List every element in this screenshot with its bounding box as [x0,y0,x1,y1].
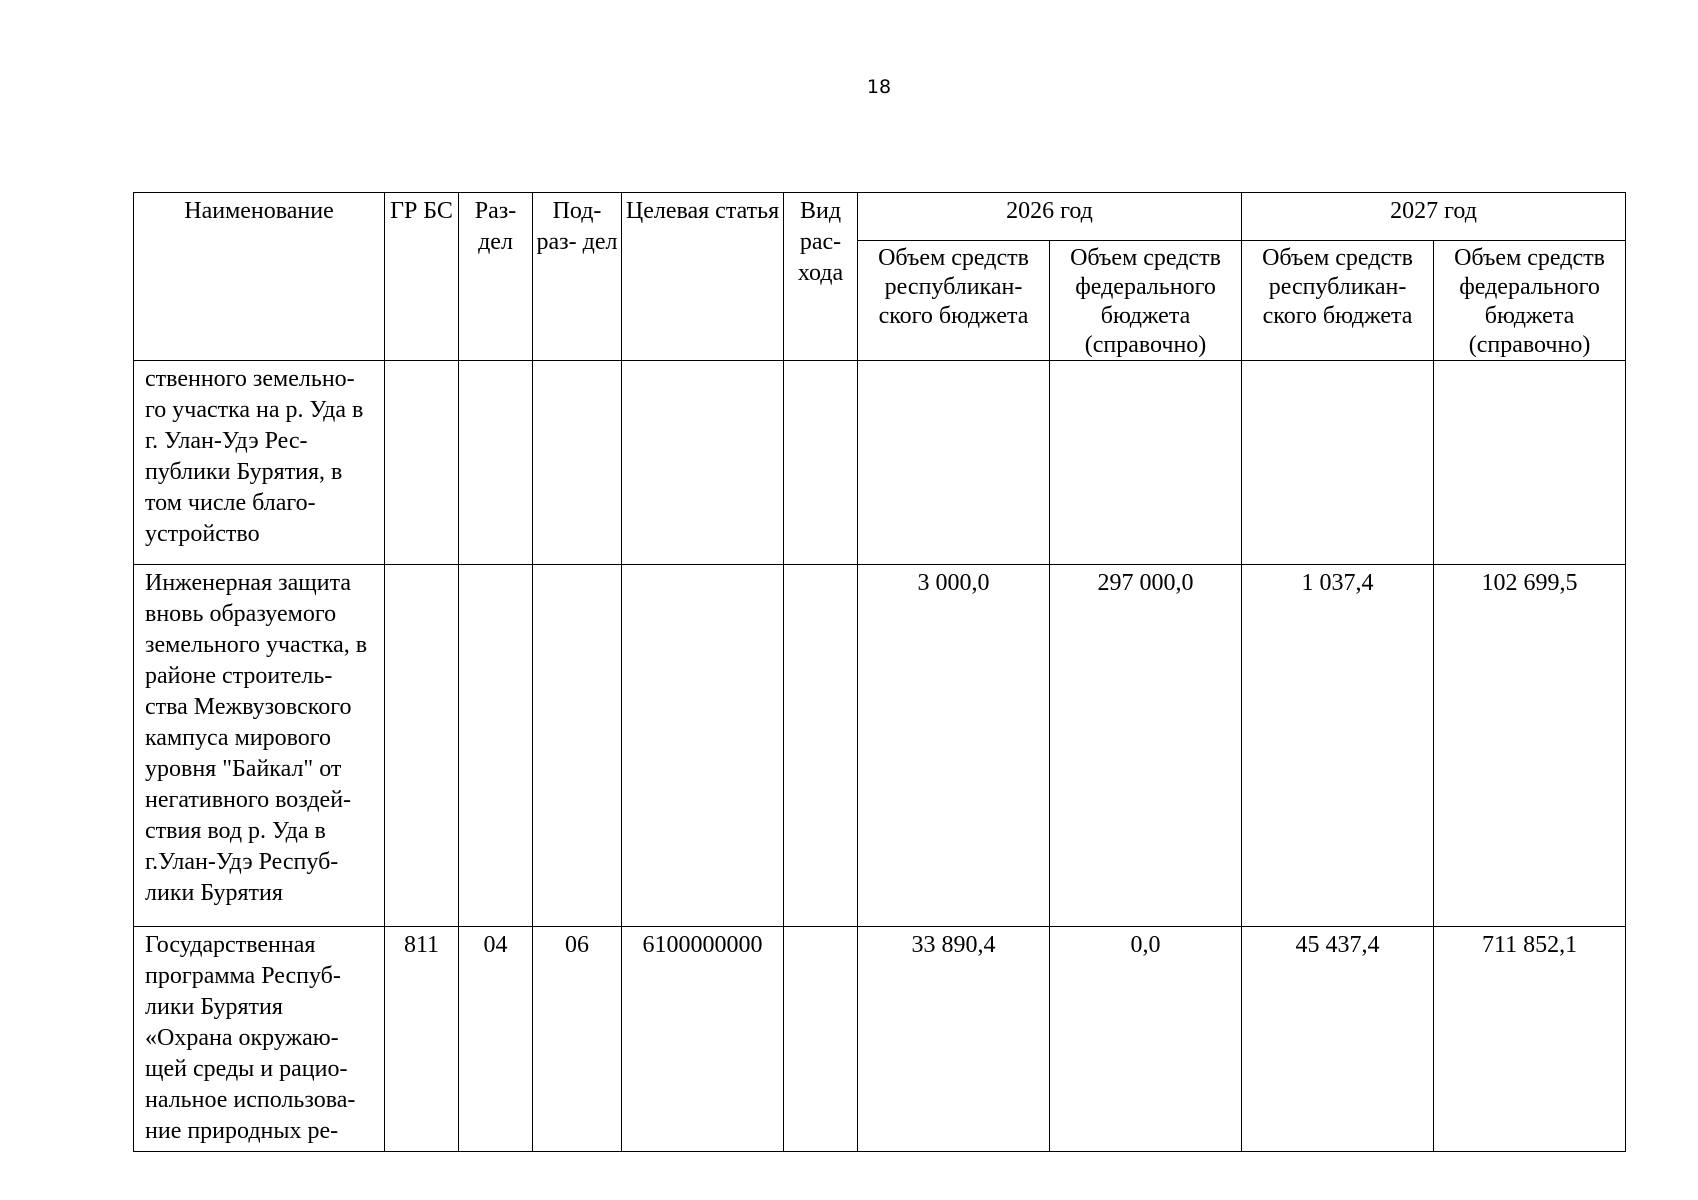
table-row [134,565,1626,927]
row-grbs: 811 [385,927,459,1152]
header-razdel: Раз- дел [459,193,533,361]
row-grbs [385,565,459,927]
row-federal-2027 [1434,361,1626,565]
header-name: Наименование [134,193,385,361]
row-podrazdel [533,565,622,927]
page-number: 18 [866,76,892,98]
row-razdel [459,565,533,927]
row-razdel: 04 [459,927,533,1152]
budget-table [133,192,1626,1152]
header-podrazdel: Под- раз- дел [533,193,622,361]
row-target [622,565,784,927]
row-podrazdel: 06 [533,927,622,1152]
header-republic-2026: Объем средств республикан- ского бюджета [858,241,1050,361]
header-vid: Вид рас- хода [784,193,858,361]
row-name: Государственная программа Респуб- лики Бурятия «Охрана окружаю- щей среды и рацио- нальное использова- ние природных ре- [134,927,385,1152]
row-federal-2026: 297 000,0 [1050,565,1242,927]
row-federal-2027: 711 852,1 [1434,927,1626,1152]
row-republic-2027: 1 037,4 [1242,565,1434,927]
header-target: Целевая статья [622,193,784,361]
row-vid [784,361,858,565]
row-vid [784,927,858,1152]
table-row [134,361,1626,565]
row-republic-2027 [1242,361,1434,565]
row-target: 6100000000 [622,927,784,1152]
row-target [622,361,784,565]
row-federal-2027: 102 699,5 [1434,565,1626,927]
row-grbs [385,361,459,565]
row-republic-2027: 45 437,4 [1242,927,1434,1152]
header-federal-2026: Объем средств федерального бюджета (справочно) [1050,241,1242,361]
row-name: ственного земельно- го участка на р. Уда в г. Улан-Удэ Рес- публики Бурятия, в том числе благо- устройство [134,361,385,565]
header-grbs: ГР БС [385,193,459,361]
header-row-top [134,193,1626,241]
row-vid [784,565,858,927]
header-federal-2027: Объем средств федерального бюджета (справочно) [1434,241,1626,361]
row-republic-2026: 3 000,0 [858,565,1050,927]
row-republic-2026: 33 890,4 [858,927,1050,1152]
header-republic-2027: Объем средств республикан- ского бюджета [1242,241,1434,361]
row-razdel [459,361,533,565]
row-republic-2026 [858,361,1050,565]
header-year-2026: 2026 год [858,193,1242,241]
row-podrazdel [533,361,622,565]
header-year-2027: 2027 год [1242,193,1626,241]
table-row [134,927,1626,1152]
row-federal-2026 [1050,361,1242,565]
row-name: Инженерная защита вновь образуемого земельного участка, в районе строитель- ства Межвузовского кампуса мирового уровня "Байкал" от негативного воздей- ствия вод р. Уда в г.Улан-Удэ Респуб- лики Бурятия [134,565,385,927]
row-federal-2026: 0,0 [1050,927,1242,1152]
